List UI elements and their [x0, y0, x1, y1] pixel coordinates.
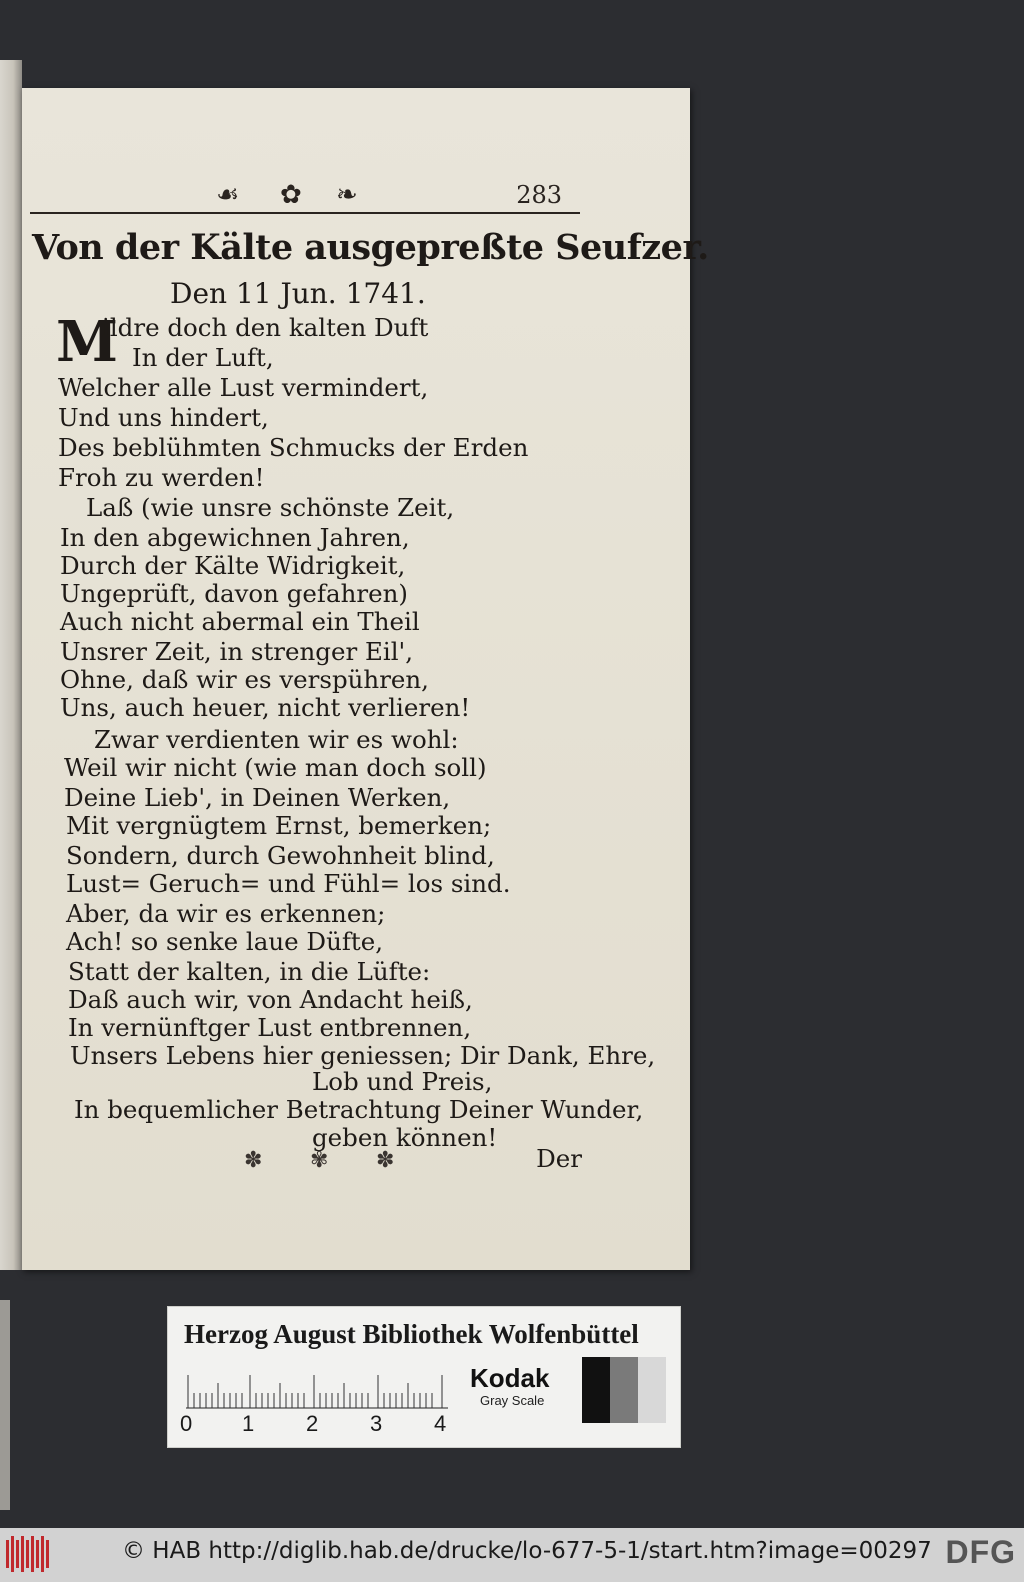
poem-line: Froh zu werden! — [58, 463, 265, 492]
citation-bar — [0, 1528, 1024, 1582]
grayscale-label: Gray Scale — [480, 1393, 545, 1408]
citation-link[interactable]: © HAB http://diglib.hab.de/drucke/lo-677-5-1/start.htm?image=00297 — [122, 1538, 932, 1564]
poem-line: Unsers Lebens hier geniessen; Dir Dank, Ehre, — [70, 1041, 656, 1070]
poem-line: In den abgewichnen Jahren, — [60, 523, 410, 552]
gray-swatch-mid — [610, 1357, 638, 1423]
color-calibration-card — [167, 1306, 681, 1448]
left-book-edge-lower — [0, 1300, 10, 1510]
ruler-numbers — [180, 1411, 450, 1439]
poem-line: ildre doch den kalten Duft — [102, 313, 429, 342]
poem-line: Lob und Preis, — [312, 1067, 493, 1096]
poem-line: Ach! so senke laue Düfte, — [66, 927, 384, 956]
poem-line: Des beblühmten Schmucks der Erden — [58, 433, 529, 462]
poem-line: In bequemlicher Betrachtung Deiner Wunder, — [74, 1095, 644, 1124]
poem-line: Unsrer Zeit, in strenger Eil', — [60, 637, 414, 666]
book-page — [22, 88, 709, 1270]
poem-line: Zwar verdienten wir es wohl: — [94, 725, 459, 754]
poem-line: In vernünftger Lust entbrennen, — [68, 1013, 472, 1042]
poem-line: Und uns hindert, — [58, 403, 269, 432]
flower-ornament-icon: ✽ — [244, 1148, 263, 1173]
kodak-label: Kodak — [470, 1363, 550, 1393]
poem-line: Aber, da wir es erkennen; — [66, 899, 386, 928]
hab-logo-icon — [6, 1536, 50, 1572]
poem-line: Deine Lieb', in Deinen Werken, — [64, 783, 451, 812]
catchword: Der — [536, 1144, 582, 1173]
dfg-logo: DFG — [945, 1534, 1016, 1570]
header-ornament-center-icon: ✿ — [280, 180, 302, 210]
poem-line: Durch der Kälte Widrigkeit, — [60, 551, 406, 580]
header-ornament-left-icon: ☙ — [216, 180, 240, 210]
ruler-number: 2 — [306, 1411, 319, 1436]
page-number: 283 — [516, 181, 562, 209]
header-ornament-right-icon: ❧ — [336, 180, 358, 210]
poem-line: Daß auch wir, von Andacht heiß, — [68, 985, 473, 1014]
institution-name: Herzog August Bibliothek Wolfenbüttel — [184, 1319, 639, 1349]
ruler-number: 1 — [242, 1411, 255, 1436]
poem-line: Mit vergnügtem Ernst, bemerken; — [66, 811, 492, 840]
flower-ornament-icon: ✾ — [310, 1148, 329, 1173]
drop-capital: M — [56, 309, 118, 375]
poem-line: Lust= Geruch= und Fühl= los sind. — [66, 869, 511, 898]
poem-line: Statt der kalten, in die Lüfte: — [68, 957, 431, 986]
poem-body — [22, 88, 709, 1270]
ruler-scale-icon — [186, 1375, 448, 1409]
ruler-number: 0 — [180, 1411, 193, 1436]
flower-ornament-icon: ✽ — [376, 1148, 395, 1173]
poem-date: Den 11 Jun. 1741. — [170, 277, 426, 310]
poem-line: Ohne, daß wir es verspühren, — [60, 665, 429, 694]
poem-line: Laß (wie unsre schönste Zeit, — [86, 493, 455, 522]
poem-line: Uns, auch heuer, nicht verlieren! — [60, 693, 471, 722]
poem-title: Von der Kälte ausgepreßte Seufzer. — [32, 227, 709, 268]
left-book-edge — [0, 60, 22, 1270]
poem-line: Weil wir nicht (wie man doch soll) — [64, 753, 487, 782]
poem-line: Ungeprüft, davon gefahren) — [60, 579, 408, 608]
poem-line: Auch nicht abermal ein Theil — [60, 607, 420, 636]
gray-swatch-light — [638, 1357, 666, 1423]
gray-swatch-black — [582, 1357, 610, 1423]
poem-line: Welcher alle Lust vermindert, — [58, 373, 429, 402]
poem-line: Sondern, durch Gewohnheit blind, — [66, 841, 495, 870]
ruler-number: 3 — [370, 1411, 383, 1436]
poem-line: geben können! — [312, 1123, 498, 1152]
poem-line: In der Luft, — [132, 343, 274, 372]
ruler-number: 4 — [434, 1411, 447, 1436]
